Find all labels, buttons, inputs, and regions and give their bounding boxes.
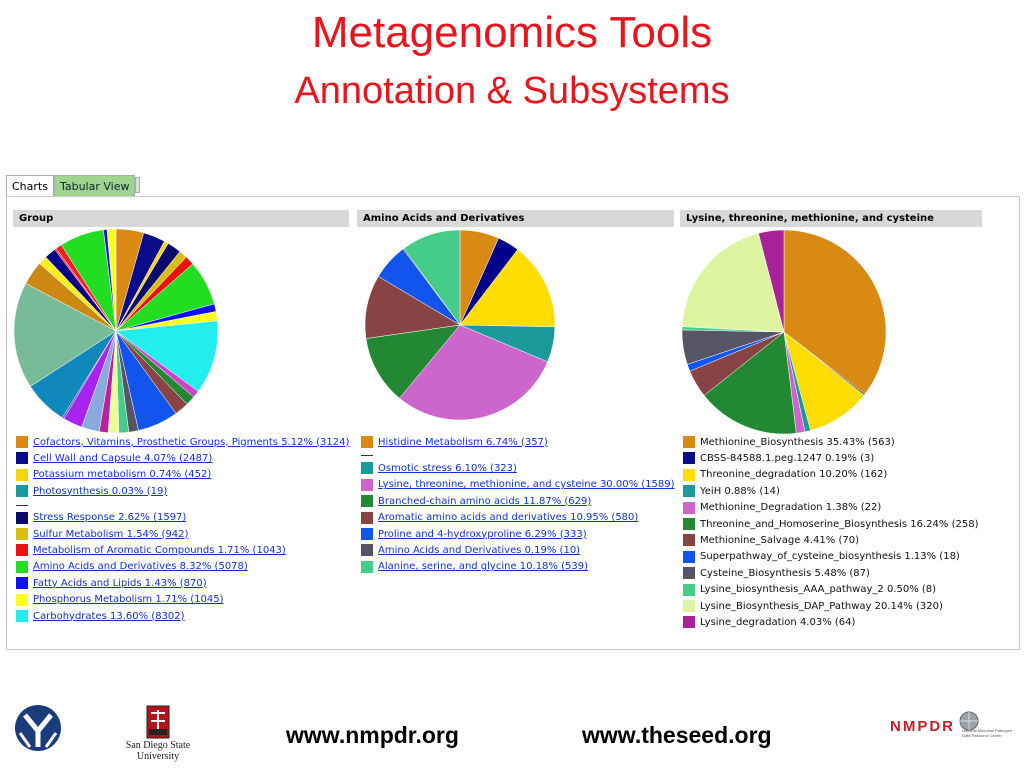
sdsu-wordmark: San Diego State University	[125, 740, 191, 762]
legend-item[interactable]	[361, 478, 675, 492]
legend-label[interactable]: Aromatic amino acids and derivatives 10.95% (580)	[378, 512, 639, 524]
legend-lysine	[683, 435, 1013, 635]
tab-charts[interactable]: Charts	[6, 175, 54, 198]
legend-swatch	[683, 551, 695, 563]
legend-label: Threonine_degradation 10.20% (162)	[700, 469, 888, 481]
legend-group	[16, 435, 356, 625]
legend-label[interactable]: Metabolism of Aromatic Compounds 1.71% (1043)	[33, 544, 286, 556]
legend-label[interactable]: Fatty Acids and Lipids 1.43% (870)	[33, 577, 207, 589]
legend-swatch	[16, 528, 28, 540]
legend-item[interactable]	[361, 511, 638, 525]
legend-item[interactable]	[361, 560, 588, 574]
legend-swatch	[16, 436, 28, 448]
legend-swatch	[361, 512, 373, 524]
legend-amino-acids	[361, 435, 677, 585]
legend-label[interactable]: Osmotic stress 6.10% (323)	[378, 462, 517, 474]
page-title: Metagenomics Tools	[311, 8, 713, 57]
legend-label: Superpathway_of_cysteine_biosynthesis 1.13% (18)	[700, 551, 960, 563]
legend-separator	[361, 455, 373, 456]
pie-chart-amino-acids	[357, 229, 563, 421]
legend-swatch	[683, 469, 695, 481]
legend-swatch	[683, 534, 695, 546]
legend-item	[683, 599, 943, 613]
legend-label: CBSS-84588.1.peg.1247 0.19% (3)	[700, 452, 875, 464]
legend-item	[683, 533, 859, 547]
theseed-website-link[interactable]: www.theseed.org	[582, 722, 772, 748]
legend-item[interactable]	[361, 543, 580, 557]
legend-swatch	[361, 462, 373, 474]
sdsu-shield-logo	[146, 705, 170, 739]
legend-separator	[16, 505, 28, 506]
legend-label[interactable]: Cofactors, Vitamins, Prosthetic Groups, Pigments 5.12% (3124)	[33, 436, 350, 448]
page-subtitle: Annotation & Subsystems	[294, 70, 730, 112]
legend-label[interactable]: Stress Response 2.62% (1597)	[33, 512, 187, 524]
legend-swatch	[683, 584, 695, 596]
legend-label: YeiH 0.88% (14)	[700, 485, 780, 497]
legend-label: Methionine_Salvage 4.41% (70)	[700, 534, 859, 546]
nmpdr-tagline: National Microbial Pathogen Data Resource Center	[962, 728, 1013, 738]
legend-label: Methionine_Degradation 1.38% (22)	[700, 502, 882, 514]
legend-swatch	[683, 616, 695, 628]
legend-item[interactable]	[16, 560, 248, 574]
legend-label[interactable]: Potassium metabolism 0.74% (452)	[33, 469, 212, 481]
legend-label: Cysteine_Biosynthesis 5.48% (87)	[700, 567, 870, 579]
legend-item	[683, 468, 887, 482]
legend-swatch	[16, 544, 28, 556]
legend-item	[683, 435, 895, 449]
legend-swatch	[683, 518, 695, 530]
legend-swatch	[16, 485, 28, 497]
legend-label[interactable]: Alanine, serine, and glycine 10.18% (539)	[378, 561, 588, 573]
nmpdr-website-link[interactable]: www.nmpdr.org	[286, 722, 459, 748]
legend-swatch	[683, 600, 695, 612]
legend-swatch	[16, 469, 28, 481]
legend-label: Lysine_biosynthesis_AAA_pathway_2 0.50% (8)	[700, 584, 937, 596]
legend-label[interactable]: Carbohydrates 13.60% (8302)	[33, 610, 185, 622]
legend-swatch	[16, 610, 28, 622]
legend-item[interactable]	[16, 527, 188, 541]
legend-item[interactable]	[16, 593, 224, 607]
legend-item	[683, 517, 978, 531]
legend-item	[683, 615, 855, 629]
legend-swatch	[16, 512, 28, 524]
legend-item[interactable]	[361, 527, 587, 541]
legend-swatch	[683, 436, 695, 448]
legend-label[interactable]: Sulfur Metabolism 1.54% (942)	[33, 528, 189, 540]
legend-swatch	[16, 594, 28, 606]
pie-chart-group	[13, 228, 219, 434]
legend-label[interactable]: Amino Acids and Derivatives 0.19% (10)	[378, 544, 581, 556]
nmpdr-wordmark: NMPDR	[890, 718, 955, 735]
legend-item	[683, 484, 780, 498]
legend-item[interactable]	[16, 435, 349, 449]
legend-label[interactable]: Histidine Metabolism 6.74% (357)	[378, 436, 548, 448]
legend-swatch	[683, 502, 695, 514]
legend-swatch	[361, 561, 373, 573]
legend-item[interactable]	[16, 511, 186, 525]
legend-swatch	[361, 436, 373, 448]
legend-label[interactable]: Branched-chain amino acids 11.87% (629)	[378, 495, 592, 507]
legend-swatch	[683, 452, 695, 464]
legend-item[interactable]	[361, 461, 517, 475]
legend-item[interactable]	[16, 576, 207, 590]
legend-item[interactable]	[16, 468, 211, 482]
legend-swatch	[361, 495, 373, 507]
legend-swatch	[683, 567, 695, 579]
legend-swatch	[361, 528, 373, 540]
legend-swatch	[361, 544, 373, 556]
legend-label[interactable]: Cell Wall and Capsule 4.07% (2487)	[33, 452, 213, 464]
legend-label: Lysine_Biosynthesis_DAP_Pathway 20.14% (320)	[700, 600, 943, 612]
legend-item	[683, 451, 874, 465]
legend-item[interactable]	[361, 435, 548, 449]
legend-item[interactable]	[16, 484, 167, 498]
view-tabs	[6, 175, 140, 197]
legend-label: Methionine_Biosynthesis 35.43% (563)	[700, 436, 895, 448]
legend-label[interactable]: Lysine, threonine, methionine, and cysteine 30.00% (1589)	[378, 479, 675, 491]
legend-swatch	[16, 561, 28, 573]
legend-item[interactable]	[16, 609, 185, 623]
legend-label[interactable]: Phosphorus Metabolism 1.71% (1045)	[33, 594, 224, 606]
legend-swatch	[16, 577, 28, 589]
chart-header-lysine: Lysine, threonine, methionine, and cysteine	[680, 210, 982, 227]
legend-label: Threonine_and_Homoserine_Biosynthesis 16.24% (258)	[700, 518, 979, 530]
tab-strip-end	[135, 177, 140, 193]
legend-item[interactable]	[16, 543, 286, 557]
legend-swatch	[361, 479, 373, 491]
legend-label[interactable]: Proline and 4-hydroxyproline 6.29% (333)	[378, 528, 587, 540]
chart-header-amino-acids: Amino Acids and Derivatives	[357, 210, 674, 227]
chart-header-group: Group	[13, 210, 349, 227]
legend-item[interactable]	[361, 494, 591, 508]
legend-label: Lysine_degradation 4.03% (64)	[700, 616, 856, 628]
legend-label[interactable]: Photosynthesis 0.03% (19)	[33, 485, 168, 497]
legend-swatch	[683, 485, 695, 497]
legend-item	[683, 501, 881, 515]
legend-swatch	[16, 452, 28, 464]
pie-chart-lysine	[680, 229, 888, 435]
legend-item	[683, 566, 870, 580]
legend-label[interactable]: Amino Acids and Derivatives 8.32% (5078)	[33, 561, 248, 573]
university-emblem-logo	[12, 703, 64, 753]
legend-item	[683, 583, 936, 597]
legend-item	[683, 550, 960, 564]
legend-item[interactable]	[16, 451, 212, 465]
tab-tabular-view[interactable]: Tabular View	[54, 175, 136, 197]
